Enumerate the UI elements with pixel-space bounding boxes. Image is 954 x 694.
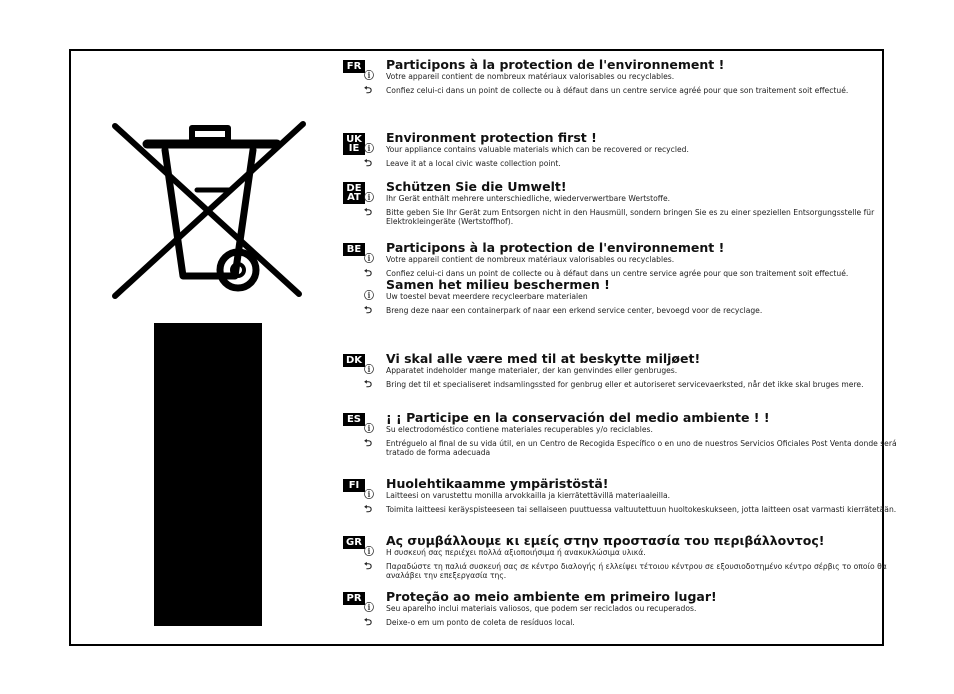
section-heading: Ας συμβάλλουμε κι εμείς στην προστασία του περιβάλλοντος!	[386, 533, 825, 548]
info-text	[364, 365, 916, 376]
line-text: Bring det til et specialiseret indsamlingssted for genbrug eller et autoriseret servicevaerksted, når det ikke skal bruges mere.	[386, 380, 864, 389]
info-icon: ⓘ	[364, 603, 374, 614]
action-text	[364, 207, 916, 226]
info-text	[364, 547, 916, 558]
return-arrow-icon: ⮌	[364, 85, 373, 96]
section-heading: Vi skal alle være med til at beskytte miljøet!	[386, 351, 701, 366]
section-heading: Huolehtikaamme ympäristöstä!	[386, 476, 609, 491]
crossed-out-bin-icon	[107, 120, 312, 300]
line-text: Παραδώστε τη παλιά συσκευή σας σε κέντρο διαλογής ή ελλείψει τέτοιου κέντρου σε εξουσιοδοτημένο κέντρο σέρβις το οποίο θα αναλάβει την επεξεργασία της.	[386, 562, 887, 580]
country-code: BE	[346, 244, 362, 255]
action-text	[364, 561, 916, 580]
info-icon: ⓘ	[364, 193, 374, 204]
line-text: Breng deze naar een containerpark of naar een erkend service center, bevoegd voor de recyclage.	[386, 306, 763, 315]
action-text	[364, 305, 916, 316]
line-text: Toimita laitteesi keräyspisteeseen tai sellaiseen puuttuessa valtuutettuun huoltokeskukseen, jotta laitteen osat varmasti kierrätetään.	[386, 505, 897, 514]
return-arrow-icon: ⮌	[364, 504, 373, 515]
info-text	[364, 603, 916, 614]
country-code: FR	[346, 61, 362, 72]
line-text: Su electrodoméstico contiene materiales recuperables y/o reciclables.	[386, 425, 653, 434]
info-icon: ⓘ	[364, 490, 374, 501]
section-fr	[340, 58, 916, 95]
country-code: FI	[348, 480, 360, 491]
return-arrow-icon: ⮌	[364, 207, 373, 218]
section-uk-ie	[340, 131, 916, 168]
country-code: DE	[346, 183, 362, 194]
country-code: IE	[348, 143, 360, 154]
info-text	[364, 144, 916, 155]
return-arrow-icon: ⮌	[364, 438, 373, 449]
line-text: Laitteesi on varustettu monilla arvokkailla ja kierrätettävillä materiaaleilla.	[386, 491, 671, 500]
info-text	[364, 193, 916, 204]
section-heading: Proteção ao meio ambiente em primeiro lugar!	[386, 589, 717, 604]
country-code-badge	[343, 182, 365, 204]
section-pr	[340, 590, 916, 627]
action-text	[364, 268, 916, 279]
line-text: Your appliance contains valuable materials which can be recovered or recycled.	[386, 145, 689, 154]
return-arrow-icon: ⮌	[364, 305, 373, 316]
section-de-at	[340, 180, 916, 226]
country-code: DK	[346, 355, 363, 366]
country-code-badge	[343, 133, 365, 155]
country-code: UK	[346, 134, 362, 145]
return-arrow-icon: ⮌	[364, 379, 373, 390]
info-icon: ⓘ	[364, 254, 374, 265]
country-code-badge	[343, 536, 365, 549]
info-text	[364, 291, 916, 302]
return-arrow-icon: ⮌	[364, 617, 373, 628]
info-icon: ⓘ	[364, 547, 374, 558]
section-be	[340, 241, 916, 315]
line-text: Apparatet indeholder mange materialer, der kan genvindes eller genbruges.	[386, 366, 678, 375]
section-es	[340, 411, 916, 457]
info-text	[364, 424, 916, 435]
section-gr	[340, 534, 916, 580]
section-heading: Environment protection first !	[386, 130, 597, 145]
line-text: Votre appareil contient de nombreux matériaux valorisables ou recyclables.	[386, 72, 675, 81]
return-arrow-icon: ⮌	[364, 268, 373, 279]
country-code: GR	[346, 537, 362, 548]
country-code-badge	[343, 413, 365, 426]
section-heading: Participons à la protection de l'environnement !	[386, 240, 725, 255]
line-text: Bitte geben Sie Ihr Gerät zum Entsorgen nicht in den Hausmüll, sondern bringen Sie es zu einer speziellen Entsorgungsstelle für Elektrokleingeräte (Wertstoffhof).	[386, 208, 875, 226]
action-text	[364, 85, 916, 96]
black-label-block	[154, 323, 262, 626]
return-arrow-icon: ⮌	[364, 158, 373, 169]
section-fi	[340, 477, 916, 514]
country-code-badge	[343, 479, 365, 492]
line-text: Ihr Gerät enthält mehrere unterschiedliche, wiederverwertbare Wertstoffe.	[386, 194, 671, 203]
country-code: AT	[347, 192, 361, 203]
line-text: Confiez celui-ci dans un point de collecte ou à défaut dans un centre service agrée pour que son traitement soit effectué.	[386, 269, 849, 278]
action-text	[364, 504, 916, 515]
country-code-badge	[343, 60, 365, 73]
section-heading: Samen het milieu beschermen !	[386, 277, 610, 292]
info-text	[364, 254, 916, 265]
section-heading: Schützen Sie die Umwelt!	[386, 179, 567, 194]
line-text: Uw toestel bevat meerdere recycleerbare materialen	[386, 292, 588, 301]
info-text	[364, 490, 916, 501]
section-heading: ¡ ¡ Participe en la conservación del medio ambiente ! !	[386, 410, 770, 425]
info-icon: ⓘ	[364, 291, 374, 302]
line-text: Votre appareil contient de nombreux matériaux valorisables ou recyclables.	[386, 255, 675, 264]
section-heading: Participons à la protection de l'environnement !	[386, 57, 725, 72]
line-text: Confiez celui-ci dans un point de collecte ou à défaut dans un centre service agréé pour que son traitement soit effectué.	[386, 86, 849, 95]
info-text	[364, 71, 916, 82]
line-text: Leave it at a local civic waste collection point.	[386, 159, 561, 168]
action-text	[364, 379, 916, 390]
line-text: Entréguelo al final de su vida útil, en un Centro de Recogida Específico o en uno de nuestros Servicios Oficiales Post Venta donde será tratado de forma adecuada	[386, 439, 897, 457]
action-text	[364, 438, 916, 457]
country-code: ES	[346, 414, 362, 425]
info-icon: ⓘ	[364, 365, 374, 376]
country-code-badge	[343, 243, 365, 256]
country-code-badge	[343, 592, 365, 605]
info-icon: ⓘ	[364, 424, 374, 435]
country-code-badge	[343, 354, 365, 367]
line-text: Η συσκευή σας περιέχει πολλά αξιοποιήσιμα ή ανακυκλώσιμα υλικά.	[386, 548, 646, 557]
section-dk	[340, 352, 916, 389]
action-text	[364, 617, 916, 628]
line-text: Seu aparelho inclui materiais valiosos, que podem ser reciclados ou recuperados.	[386, 604, 697, 613]
country-code: PR	[346, 593, 362, 604]
line-text: Deixe-o em um ponto de coleta de resíduos local.	[386, 618, 575, 627]
info-icon: ⓘ	[364, 71, 374, 82]
return-arrow-icon: ⮌	[364, 561, 373, 572]
info-icon: ⓘ	[364, 144, 374, 155]
action-text	[364, 158, 916, 169]
